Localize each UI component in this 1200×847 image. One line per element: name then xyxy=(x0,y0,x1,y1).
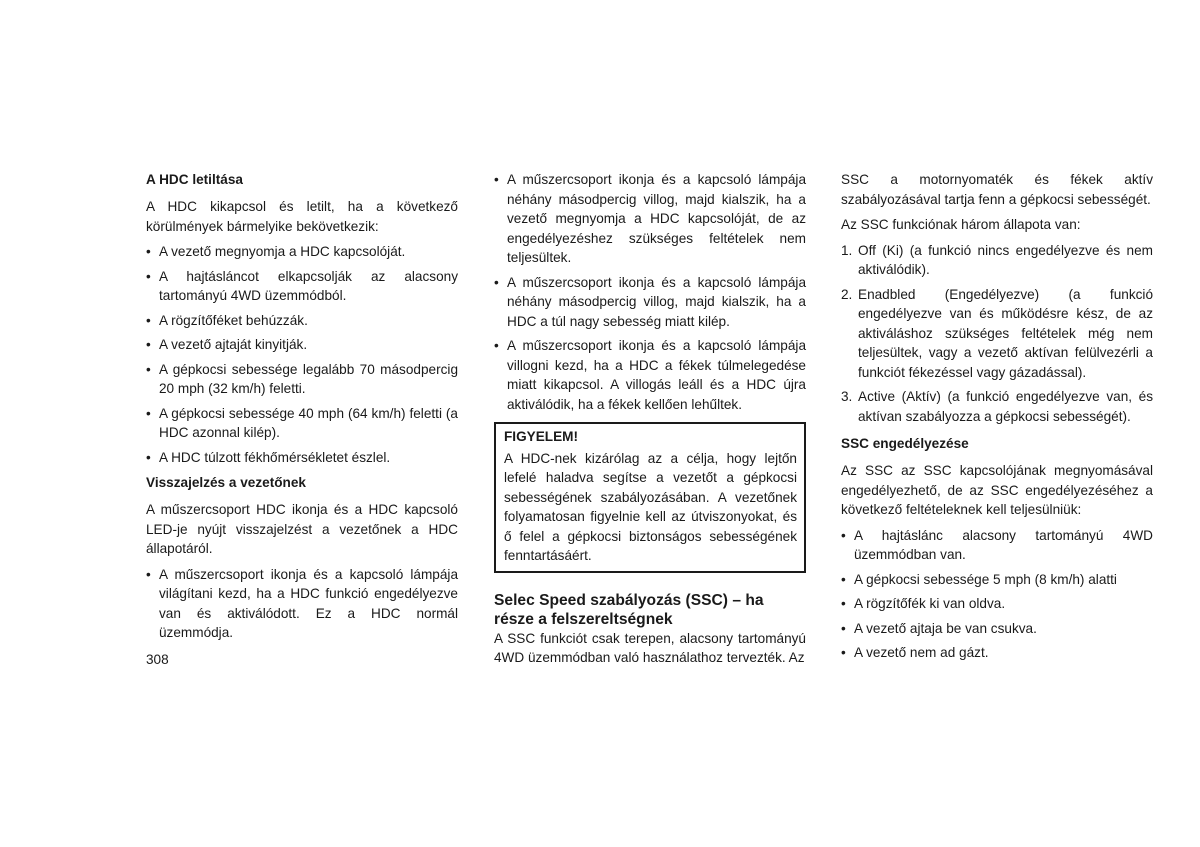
ssc-enable-intro: Az SSC az SSC kapcsolójának megnyomásával engedélyezhető, de az SSC engedélyezéséhez a következő feltételeknek kell teljesülniük: xyxy=(841,463,1153,517)
hdc-disable-list xyxy=(146,242,458,467)
list-item: • A gépkocsi sebessége 5 mph (8 km/h) alatti xyxy=(841,570,1153,590)
feedback-heading: Visszajelzés a vezetőnek xyxy=(146,475,306,490)
column-middle xyxy=(494,170,806,674)
warning-box xyxy=(494,422,806,573)
ssc-intro: A SSC funkciót csak terepen, alacsony tartományú 4WD üzemmódban való használathoz tervezték. Az xyxy=(494,630,806,665)
ssc-heading: Selec Speed szabályozás (SSC) – ha része a felszereltségnek xyxy=(494,591,764,628)
list-item: • A rögzítőfék ki van oldva. xyxy=(841,594,1153,614)
ssc-enable-heading: SSC engedélyezése xyxy=(841,436,969,451)
ssc-intro-continued: SSC a motornyomaték és fékek aktív szabályozásával tartja fenn a gépkocsi sebességét. xyxy=(841,172,1153,207)
list-text: Enadbled (Engedélyezve) (a funkció engedélyezve van és működésre kész, de az aktiváláshoz szükséges feltételek még nem teljesültek, vagy a vezető aktívan felülvezérli a funkciót fékezéssel vagy gázadással). xyxy=(858,286,1153,380)
list-item xyxy=(841,387,1153,426)
list-number: 2. xyxy=(841,286,853,302)
hdc-disable-intro: A HDC kikapcsol és letilt, ha a következő körülmények bármelyike bekövetkezik: xyxy=(146,199,458,234)
list-number: 1. xyxy=(841,242,853,258)
list-item: • A műszercsoport ikonja és a kapcsoló lámpája néhány másodpercig villog, majd kialszik, ha a HDC a túl nagy sebesség miatt kilép. xyxy=(494,273,806,332)
list-item: • A vezető ajtaját kinyitják. xyxy=(146,335,458,355)
list-item xyxy=(841,285,1153,383)
list-item: • A vezető nem ad gázt. xyxy=(841,643,1153,663)
list-item: • A gépkocsi sebessége legalább 70 másodpercig 20 mph (32 km/h) feletti. xyxy=(146,360,458,399)
warning-text: A HDC-nek kizárólag az a célja, hogy lejtőn lefelé haladva segítse a vezetőt a gépkocsi sebességének szabályozásában. A vezetőnek folyamatosan figyelnie kell az útviszonyokat, és ő felel a gépkocsi biztonságos sebességének fenntartásáért. xyxy=(504,450,797,563)
list-item: • A HDC túlzott fékhőmérsékletet észlel. xyxy=(146,448,458,468)
column-left xyxy=(146,170,458,649)
ssc-states-intro: Az SSC funkciónak három állapota van: xyxy=(841,217,1081,232)
list-text: Active (Aktív) (a funkció engedélyezve van, és aktívan szabályozza a gépkocsi sebességét). xyxy=(858,389,1153,424)
list-item: • A vezető megnyomja a HDC kapcsolóját. xyxy=(146,242,458,262)
ssc-states-list xyxy=(841,241,1153,427)
feedback-list xyxy=(146,565,458,643)
list-number: 3. xyxy=(841,389,853,404)
hdc-disable-heading: A HDC letiltása xyxy=(146,172,243,187)
warning-title: FIGYELEM! xyxy=(504,429,579,444)
page-number: 308 xyxy=(146,652,169,667)
feedback-intro: A műszercsoport HDC ikonja és a HDC kapcsoló LED-je nyújt visszajelzést a vezetőnek a HDC állapotáról. xyxy=(146,502,458,556)
ssc-enable-list xyxy=(841,526,1153,663)
list-item: • A rögzítőféket behúzzák. xyxy=(146,311,458,331)
list-item: • A műszercsoport ikonja és a kapcsoló lámpája villogni kezd, ha a HDC a fékek túlmelegedése miatt kikapcsol. A villogás leáll és a HDC újra aktiválódik, ha a fékek kellően lehűltek. xyxy=(494,336,806,414)
list-item: • A hajtásláncot elkapcsolják az alacsony tartományú 4WD üzemmódból. xyxy=(146,267,458,306)
list-item xyxy=(841,241,1153,280)
list-item: • A műszercsoport ikonja és a kapcsoló lámpája világítani kezd, ha a HDC funkció engedélyezve van és aktiválódott. Ez a HDC normál üzemmódja. xyxy=(146,565,458,643)
list-item: • A vezető ajtaja be van csukva. xyxy=(841,619,1153,639)
column-right xyxy=(841,170,1153,669)
list-item: • A hajtáslánc alacsony tartományú 4WD üzemmódban van. xyxy=(841,526,1153,565)
list-item: • A gépkocsi sebessége 40 mph (64 km/h) feletti (a HDC azonnal kilép). xyxy=(146,404,458,443)
feedback-list-continued xyxy=(494,170,806,414)
list-item: • A műszercsoport ikonja és a kapcsoló lámpája néhány másodpercig villog, majd kialszik, ha a vezető megnyomja a HDC kapcsolóját, de az engedélyezéshez szükséges feltételek nem teljesültek. xyxy=(494,170,806,268)
list-text: Off (Ki) (a funkció nincs engedélyezve és nem aktiválódik). xyxy=(858,242,1153,277)
